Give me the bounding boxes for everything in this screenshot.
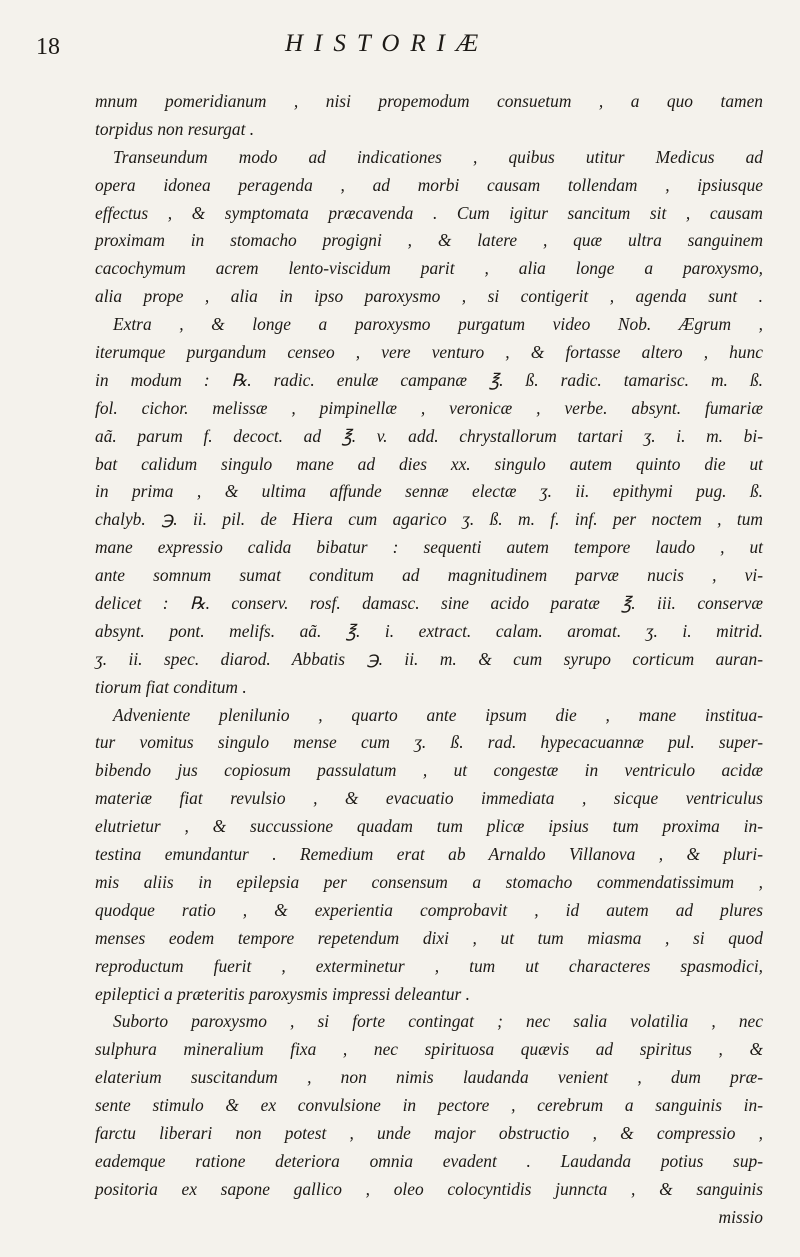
text-line: mis aliis in epilepsia per consensum a stomacho commendatissimum ,	[95, 871, 763, 892]
text-line: tur vomitus singulo mense cum ʒ. ß. rad. hypecacuannæ pul. super-	[95, 732, 763, 753]
text-line: delicet : ℞. conserv. rosf. damasc. sine acido paratæ ℥. iii. conservæ	[95, 593, 763, 614]
text-line: ante somnum sumat conditum ad magnitudinem parvæ nucis , vi-	[95, 565, 763, 586]
text-line: testina emundantur . Remedium erat ab Arnaldo Villanova , & pluri-	[95, 844, 763, 865]
text-line: proximam in stomacho progigni , & latere , quæ ultra sanguinem	[95, 230, 763, 251]
text-line: opera idonea peragenda , ad morbi causam tollendam , ipsiusque	[95, 174, 763, 195]
text-line: in prima , & ultima affunde sennæ electæ ʒ. ii. epithymi pug. ß.	[95, 481, 763, 502]
text-line: quodque ratio , & experientia comprobavit , id autem ad plures	[95, 899, 763, 920]
text-line: missio	[718, 1206, 763, 1227]
text-line: chalyb. ℈. ii. pil. de Hiera cum agarico ʒ. ß. m. f. inf. per noctem , tum	[95, 509, 763, 530]
text-line: ʒ. ii. spec. diarod. Abbatis ℈. ii. m. & cum syrupo corticum auran-	[95, 648, 763, 669]
text-line: aã. parum f. decoct. ad ℥. v. add. chrystallorum tartari ʒ. i. m. bi-	[95, 425, 763, 446]
text-line: sente stimulo & ex convulsione in pectore , cerebrum a sanguinis in-	[95, 1095, 763, 1116]
text-line: in modum : ℞. radic. enulæ campanæ ℥. ß. radic. tamarisc. m. ß.	[95, 369, 763, 390]
text-line: absynt. pont. melifs. aã. ℥. i. extract. calam. aromat. ʒ. i. mitrid.	[95, 620, 763, 641]
text-line: Adveniente plenilunio , quarto ante ipsum die , mane instituа-	[113, 704, 763, 725]
text-line: elaterium suscitandum , non nimis laudanda venient , dum præ-	[95, 1067, 763, 1088]
text-line: menses eodem tempore repetendum dixi , ut tum miasma , si quod	[95, 927, 763, 948]
page-header	[0, 30, 800, 70]
text-line: sulphura mineralium fixa , nec spirituosa quævis ad spiritus , &	[95, 1039, 763, 1060]
text-line: materiæ fiat revulsio , & evacuatio immediata , sicque ventriculus	[95, 788, 763, 809]
body-text	[95, 88, 763, 1232]
text-line: fol. cichor. melissæ , pimpinellæ , veronicæ , verbe. absynt. fumariæ	[95, 397, 763, 418]
text-line: mnum pomeridianum , nisi propemodum consuetum , a quo tamen	[95, 91, 763, 111]
text-line: eademque ratione deteriora omnia evadent . Laudanda potius sup-	[95, 1150, 763, 1171]
page-number: 18	[36, 34, 60, 60]
text-line: tiorum fiat conditum .	[95, 676, 247, 697]
text-line: bibendo jus copiosum passulatum , ut congestæ in ventriculo acidæ	[95, 760, 763, 781]
text-line: effectus , & symptomata præcavenda . Cum igitur sancitum sit , causam	[95, 202, 763, 223]
text-line: mane expressio calida bibatur : sequenti autem tempore laudo , ut	[95, 537, 763, 558]
text-line: cacochymum acrem lento-viscidum parit , alia longe a paroxysmo,	[95, 258, 763, 279]
text-line: reproductum fuerit , exterminetur , tum ut characteres spasmodici,	[95, 955, 763, 976]
text-line: elutrietur , & succussione quadam tum plicæ ipsius tum proxima in-	[95, 816, 763, 837]
text-line: torpidus non resurgat .	[95, 118, 255, 139]
text-line: Extra , & longe a paroxysmo purgatum video Nob. Ægrum ,	[113, 314, 763, 335]
text-line: alia prope , alia in ipso paroxysmo , si contigerit , agenda sunt .	[95, 286, 763, 307]
text-line: farctu liberari non potest , unde major obstructio , & compressio ,	[95, 1122, 763, 1143]
text-line: iterumque purgandum censeo , vere venturo , & fortasse altero , hunc	[95, 342, 763, 363]
text-line: Transeundum modo ad indicationes , quibus utitur Medicus ad	[113, 146, 763, 167]
text-line: positoria ex sapone gallico , oleo colocyntidis junncta , & sanguinis	[95, 1178, 763, 1199]
running-title: HISTORIÆ	[285, 30, 490, 57]
text-line: epileptici a præteritis paroxysmis impressi deleantur .	[95, 983, 470, 1004]
text-line: bat calidum singulo mane ad dies xx. singulo autem quinto die ut	[95, 453, 763, 474]
text-line: Suborto paroxysmo , si forte contingat ; nec salia volatilia , nec	[113, 1011, 763, 1032]
